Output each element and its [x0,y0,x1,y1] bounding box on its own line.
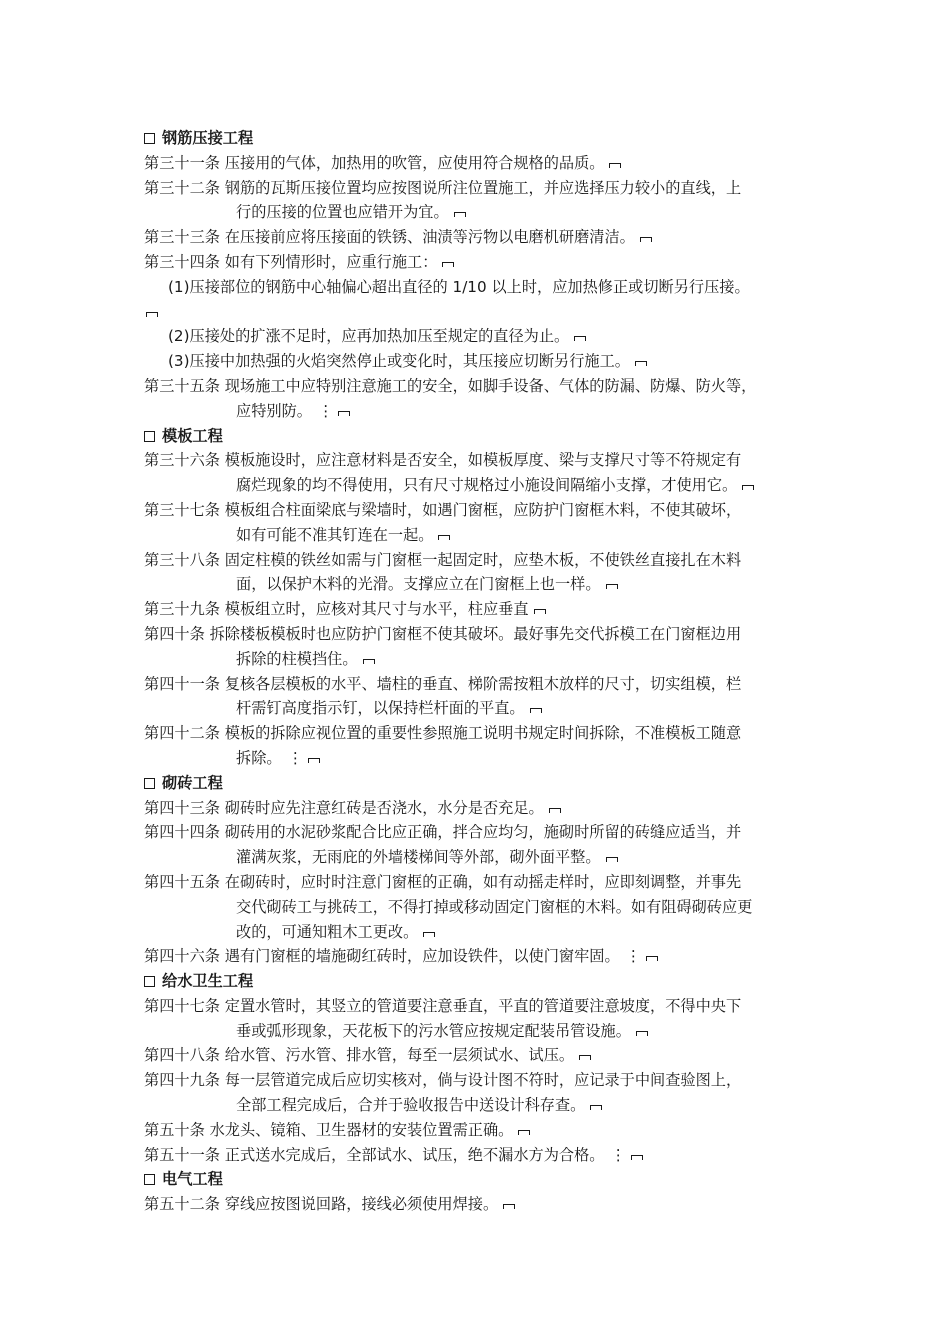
line-text: 第三十二条 钢筋的瓦斯压接位置均应按图说所注位置施工，并应选择压力较小的直线，上 [144,178,742,197]
article-line [144,870,824,895]
paragraph-mark-icon [438,535,450,540]
article-line [144,622,824,647]
sub-item-line [144,324,824,349]
line-text: 第三十四条 如有下列情形时，应重行施工： [144,252,438,271]
line-text: 第五十二条 穿线应按图说回路，接线必须使用焊接。 [144,1195,499,1214]
article-continuation [144,746,824,771]
line-text: (2)压接处的扩涨不足时，应再加热加压至规定的直径为止。 [168,327,570,346]
paragraph-mark-icon [363,659,375,664]
article-continuation [144,845,824,870]
article-line [144,721,824,746]
line-text: 第三十一条 压接用的气体，加热用的吹管，应使用符合规格的品质。 [144,153,605,172]
line-text: 拆除的柱模挡住。 [236,649,358,668]
paragraph-mark-icon [454,212,466,217]
paragraph-mark-icon [338,411,350,416]
line-text: 钢筋压接工程 [162,129,254,147]
paragraph-mark-icon [579,1055,591,1060]
checkbox-icon [144,976,155,987]
paragraph-mark-icon [503,1204,515,1209]
line-text: 腐烂现象的均不得使用，只有尺寸规格过小施设间隔缩小支撑，才使用它。 [236,476,738,495]
article-line [144,796,824,821]
section-heading [144,771,824,796]
line-text: 砌砖工程 [162,773,223,792]
line-text: 第四十九条 每一层管道完成后应切实核对，倘与设计图不符时，应记录于中间查验图上， [144,1071,742,1090]
line-text: 改的，可通知粗木工更改。 [236,922,419,941]
line-text: 杆需钉高度指示钉，以保持栏杆面的平直。 [236,699,525,718]
line-text: 交代砌砖工与挑砖工，不得打掉或移动固定门窗框的木料。如有阻碍砌砖应更 [236,897,753,916]
line-text: 第三十七条 模板组合柱面梁底与梁墙时，如遇门窗框，应防护门窗框木料，不使其破坏， [144,500,742,519]
line-text: 第三十五条 现场施工中应特别注意施工的安全，如脚手设备、气体的防漏、防爆、防火等， [144,376,757,395]
section-heading [144,1167,824,1192]
line-text: 电气工程 [162,1170,223,1189]
line-text: 给水卫生工程 [162,972,254,991]
line-text: 全部工程完成后，合并于验收报告中送设计科存查。 [236,1096,586,1115]
document-body [144,126,824,1217]
line-text: 第三十八条 固定柱模的铁丝如需与门窗框一起固定时，应垫木板，不使铁丝直接扎在木料 [144,550,742,569]
paragraph-mark-icon [423,932,435,937]
paragraph-mark-icon [742,485,754,490]
line-text: 行的压接的位置也应错开为宜。 [236,203,449,222]
line-text: (1)压接部位的钢筋中心轴偏心超出直径的 1/10 以上时，应加热修正或切断另行压接。 [168,277,750,296]
line-text: 拆除。 [236,748,282,767]
vertical-dots-icon: ⋮ [317,401,334,420]
paragraph-mark-icon [606,857,618,862]
checkbox-icon [144,431,155,442]
article-continuation [144,200,824,225]
paragraph-mark-icon [530,708,542,713]
article-line [144,250,824,275]
paragraph-mark-icon [442,262,454,267]
article-line [144,1118,824,1143]
article-line [144,1043,824,1068]
article-line [144,944,824,969]
paragraph-mark-icon [646,956,658,961]
paragraph-mark-icon [308,758,320,763]
paragraph-mark-icon [574,336,586,341]
line-text: 第四十条 拆除楼板模板时也应防护门窗框不使其破坏。最好事先交代拆模工在门窗框边用 [144,624,742,643]
line-text: 第四十八条 给水管、污水管、排水管，每至一层须试水、试压。 [144,1046,575,1065]
article-continuation [144,895,824,920]
section-heading [144,424,824,449]
sub-item-line [144,275,824,300]
article-line [144,448,824,473]
article-line [144,225,824,250]
line-text: 应特别防。 [236,401,312,420]
article-line [144,994,824,1019]
article-continuation [144,572,824,597]
paragraph-mark-icon [609,163,621,168]
paragraph-mark-icon [636,1031,648,1036]
article-line [144,820,824,845]
article-continuation [144,1093,824,1118]
line-text: 灌满灰浆，无雨庇的外墙楼梯间等外部，砌外面平整。 [236,848,601,867]
line-text: 第四十一条 复核各层模板的水平、墙柱的垂直、梯阶需按粗木放样的尺寸，切实组模，栏 [144,674,742,693]
section-heading [144,126,824,151]
checkbox-icon [144,1174,155,1185]
line-text: 面，以保护木料的光滑。支撑应立在门窗框上也一样。 [236,575,601,594]
paragraph-mark-icon [640,237,652,242]
paragraph-mark-icon [518,1130,530,1135]
line-text: 如有可能不准其钉连在一起。 [236,525,434,544]
line-text: 第四十六条 遇有门窗框的墙施砌红砖时，应加设铁件，以使门窗牢固。 [144,947,620,966]
article-line [144,498,824,523]
article-line [144,597,824,622]
paragraph-mark-icon [146,312,158,317]
paragraph-mark-icon [631,1155,643,1160]
paragraph-mark-icon [590,1105,602,1110]
line-text: 模板工程 [162,426,223,445]
article-line [144,1143,824,1168]
paragraph-mark-icon [549,808,561,813]
article-continuation [144,473,824,498]
line-text: 第三十九条 模板组立时，应核对其尺寸与水平，柱应垂直 [144,600,529,619]
article-line [144,548,824,573]
line-text: 垂或弧形现象，天花板下的污水管应按规定配装吊管设施。 [236,1021,631,1040]
line-text: 第四十三条 砌砖时应先注意红砖是否浇水，水分是否充足。 [144,798,544,817]
line-text: (3)压接中加热强的火焰突然停止或变化时，其压接应切断另行施工。 [168,352,630,371]
article-line [144,176,824,201]
paragraph-mark-icon [606,584,618,589]
article-continuation [144,1019,824,1044]
line-text: 第四十二条 模板的拆除应视位置的重要性参照施工说明书规定时间拆除，不准模板工随意 [144,724,742,743]
article-continuation [144,399,824,424]
vertical-dots-icon: ⋮ [610,1145,626,1164]
paragraph-mark-icon [635,361,647,366]
line-text: 第三十三条 在压接前应将压接面的铁锈、油渍等污物以电磨机研磨清洁。 [144,228,635,247]
article-continuation [144,696,824,721]
checkbox-icon [144,133,155,144]
article-line [144,151,824,176]
article-line [144,374,824,399]
article-continuation [144,647,824,672]
article-continuation [144,523,824,548]
paragraph-mark-icon [534,609,546,614]
article-line [144,672,824,697]
line-text: 第四十七条 定置水管时，其竖立的管道要注意垂直，平直的管道要注意坡度，不得中央下 [144,996,742,1015]
vertical-dots-icon: ⋮ [625,947,641,966]
checkbox-icon [144,778,155,789]
vertical-dots-icon: ⋮ [287,748,303,767]
article-line [144,1068,824,1093]
line-text: 第三十六条 模板施设时，应注意材料是否安全，如模板厚度、梁与支撑尺寸等不符规定有 [144,451,742,470]
article-continuation [144,920,824,945]
line-text: 第四十四条 砌砖用的水泥砂浆配合比应正确，拌合应均匀，施砌时所留的砖缝应适当，并 [144,823,742,842]
line-text: 第五十一条 正式送水完成后，全部试水、试压，绝不漏水方为合格。 [144,1145,605,1164]
line-text: 第四十五条 在砌砖时，应时时注意门窗框的正确，如有动摇走样时，应即刻调整，并事先 [144,872,742,891]
paragraph-mark-line [144,300,824,325]
section-heading [144,969,824,994]
line-text: 第五十条 水龙头、镜箱、卫生器材的安装位置需正确。 [144,1120,514,1139]
article-line [144,1192,824,1217]
sub-item-line [144,349,824,374]
